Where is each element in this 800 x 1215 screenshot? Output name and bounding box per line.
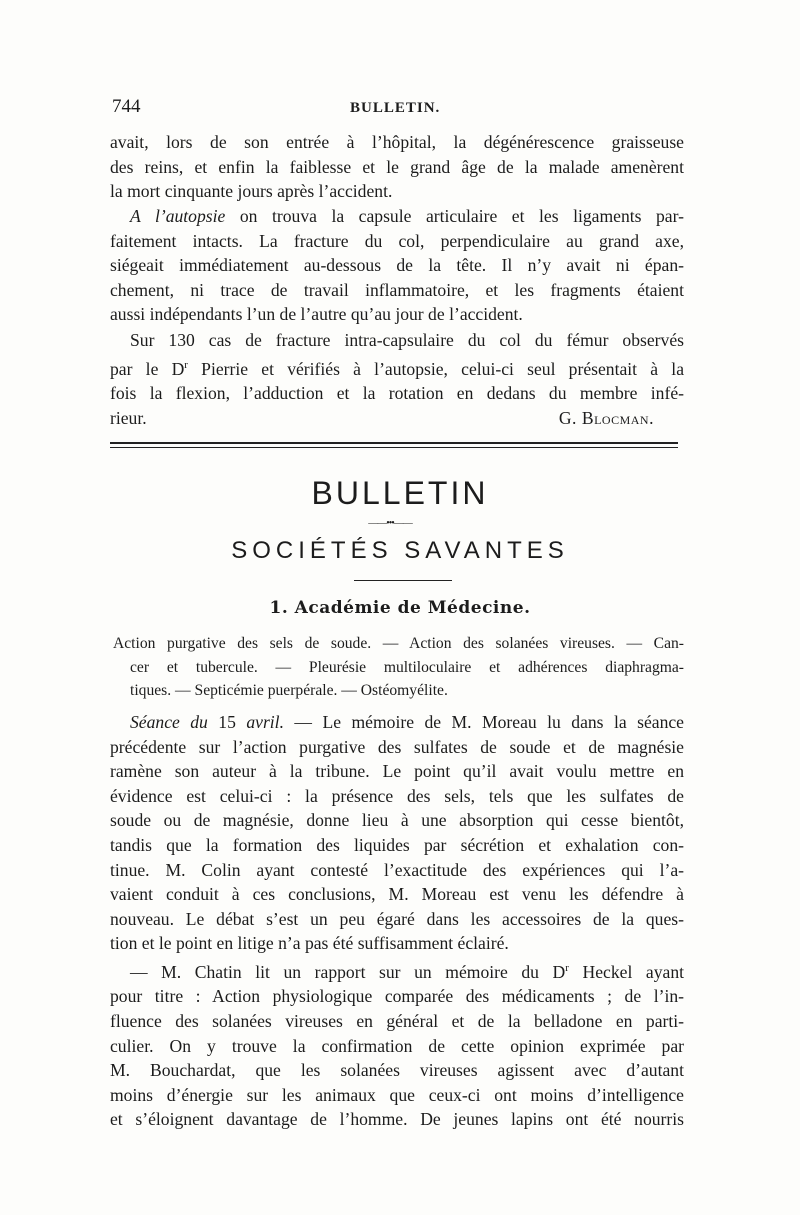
text-line: chement, ni trace de travail inflammatoire, et les fragments étaient bbox=[110, 279, 684, 300]
section-divider bbox=[110, 442, 678, 448]
superscript: r bbox=[565, 962, 569, 974]
text-line: tinue. M. Colin ayant contesté l’exactitude des expériences qui l’a- bbox=[110, 859, 684, 880]
text-run: rieur. bbox=[110, 407, 147, 428]
text-run: Heckel ayant bbox=[568, 961, 684, 982]
text-line: fluence des solanées vireuses en général et de la belladone en parti- bbox=[110, 1011, 684, 1032]
page-number: 744 bbox=[112, 96, 141, 117]
section-heading: 1. Académie de Médecine. bbox=[269, 598, 531, 618]
text-line: pour titre : Action physiologique comparée des médicaments ; de l’in- bbox=[110, 986, 684, 1007]
short-rule bbox=[354, 580, 452, 581]
signature-initial: G. B bbox=[558, 407, 595, 428]
summary-paragraph bbox=[113, 632, 684, 703]
text-line: siégeait immédiatement au-dessous de la tête. Il n’y avait ni épan- bbox=[110, 255, 684, 276]
bulletin-title: BULLETIN bbox=[311, 475, 489, 511]
text-line: soude ou de magnésie, donne lieu à une absorption qui cesse bientôt, bbox=[110, 810, 684, 831]
text-run: — M. Chatin lit un rapport sur un mémoire du D bbox=[130, 961, 566, 982]
text-line bbox=[110, 353, 684, 381]
signature bbox=[559, 406, 654, 431]
intro-paragraph bbox=[110, 130, 684, 204]
running-head: BULLETIN. bbox=[350, 100, 441, 116]
autopsy-paragraph bbox=[110, 204, 684, 327]
autopsy-italic: A l’autopsie bbox=[130, 206, 226, 226]
text-line: Sur 130 cas de fracture intra-capsulaire du col du fémur observés bbox=[130, 330, 684, 350]
text-line: tion et le point en litige n’a pas été suffisamment éclairé. bbox=[110, 933, 509, 954]
text-line: faitement intacts. La fracture du col, perpendiculaire au grand axe, bbox=[110, 230, 684, 251]
text-line: évidence est celui-ci : la présence des sels, tels que les sulfates de bbox=[110, 785, 684, 806]
text-line: M. Bouchardat, que les solanées vireuses agissent avec d’autant bbox=[110, 1060, 684, 1081]
text-run: par le D bbox=[110, 358, 185, 379]
seance-date: 15 bbox=[207, 712, 247, 732]
text-line: aussi indépendants l’un de l’autre qu’au jour de l’accident. bbox=[110, 304, 523, 325]
text-run: — Le mémoire de M. Moreau lu dans la séance bbox=[283, 712, 684, 732]
text-line bbox=[110, 204, 684, 229]
chatin-paragraph bbox=[110, 956, 684, 1132]
text-line: des reins, et enfin la faiblesse et le grand âge de la malade amenèrent bbox=[110, 156, 684, 177]
signature-name: locman. bbox=[594, 407, 654, 428]
text-line: nouveau. Le débat s’est un peu égaré dans les accessoires de la ques- bbox=[110, 908, 684, 929]
text-line: culier. On y trouve la confirmation de cette opinion exprimée par bbox=[110, 1035, 684, 1056]
text-line: moins d’énergie sur les animaux que ceux-ci ont moins d’intelligence bbox=[110, 1084, 684, 1105]
text-line: avait, lors de son entrée à l’hôpital, la dégénérescence graisseuse bbox=[110, 132, 684, 152]
text-line: et s’éloignent davantage de l’homme. De jeunes lapins ont été nourris bbox=[110, 1109, 684, 1130]
summary-line: cer et tubercule. — Pleurésie multiloculaire et adhérences diaphragma- bbox=[130, 658, 684, 676]
text-run: on trouva la capsule articulaire et les ligaments par- bbox=[225, 206, 684, 226]
seance-paragraph bbox=[110, 710, 684, 956]
text-line bbox=[110, 956, 684, 984]
ornament: ——•••—— bbox=[368, 518, 412, 529]
text-line: ramène son auteur à la tribune. Le point qu’il avait voulu mettre en bbox=[110, 761, 684, 782]
societes-subtitle: SOCIÉTÉS SAVANTES bbox=[231, 537, 569, 564]
summary-line: Action purgative des sels de soude. — Action des solanées vireuses. — Can- bbox=[113, 635, 684, 652]
text-line bbox=[110, 710, 684, 735]
stats-paragraph bbox=[110, 328, 684, 430]
text-line: vaient conduit à ces conclusions, M. Moreau est venu les défendre à bbox=[110, 884, 684, 905]
superscript: r bbox=[184, 358, 188, 371]
text-line: la mort cinquante jours après l’accident. bbox=[110, 181, 393, 202]
text-line: fois la flexion, l’adduction et la rotation en dedans du membre infé- bbox=[110, 383, 684, 404]
text-line: tandis que la formation des liquides par sécrétion et exhalation con- bbox=[110, 834, 684, 855]
text-line: précédente sur l’action purgative des sulfates de soude et de magnésie bbox=[110, 736, 684, 757]
text-run: Pierrie et vérifiés à l’autopsie, celui-ci seul présentait à la bbox=[187, 358, 684, 379]
seance-month: avril. bbox=[246, 712, 284, 732]
text-line bbox=[110, 406, 684, 431]
seance-italic: Séance du bbox=[130, 712, 208, 732]
summary-line: tiques. — Septicémie puerpérale. — Ostéomyélite. bbox=[130, 682, 448, 699]
